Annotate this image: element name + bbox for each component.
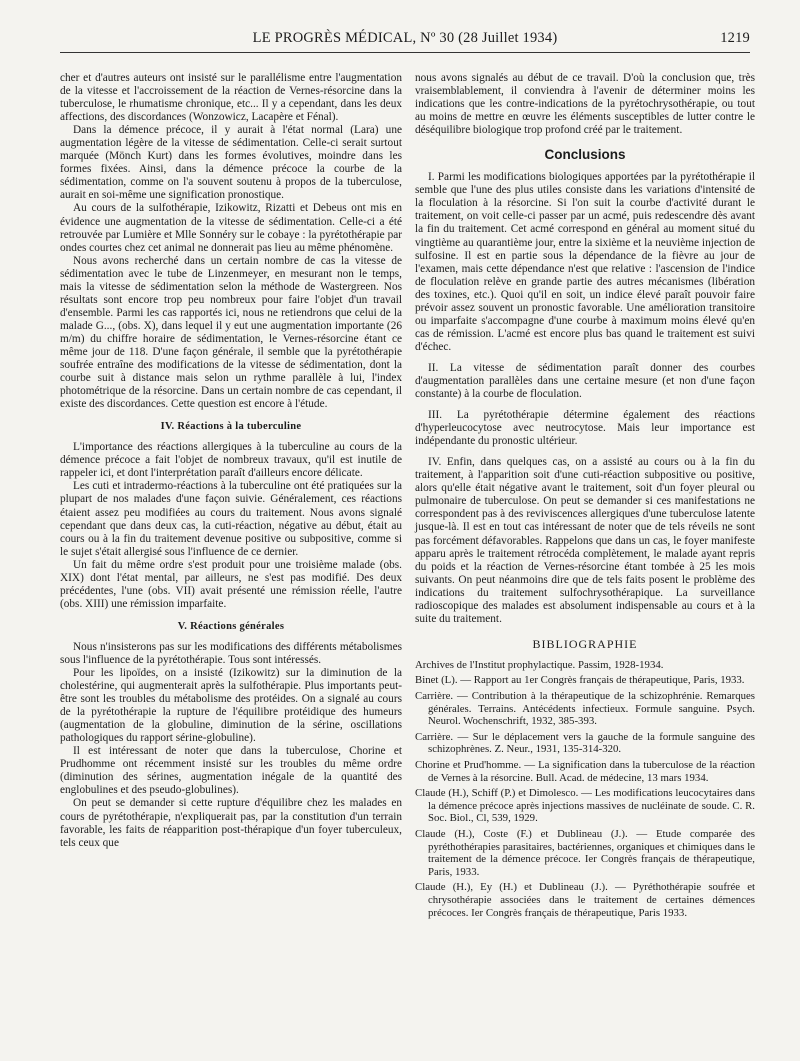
paragraph: Nous n'insisterons pas sur les modifications des différents métabolismes sous l'influence de la pyrétothérapie. Tous sont intéressés. bbox=[60, 640, 402, 666]
bibliography-heading: BIBLIOGRAPHIE bbox=[532, 636, 638, 651]
page-number: 1219 bbox=[720, 30, 750, 46]
paragraph: L'importance des réactions allergiques à la tuberculine au cours de la démence précoce a fait l'objet de nombreux travaux, qu'il est inutile de rappeler ici, et dont l'interprétation paraît d'ailleurs encore délicate. bbox=[60, 441, 402, 480]
paragraph: nous avons signalés au début de ce travail. D'où la conclusion que, très vraisemblablement, il conviendra à l'avenir de déterminer moins les indications que les contre-indications de la pyrétochrysothérapie, ou tout au moins de mettre en œuvre les éléments susceptibles de lutter contre le déséquilibre biologique trop profond créé par le traitement. bbox=[415, 72, 755, 137]
paragraph: Dans la démence précoce, il y aurait à l'état normal (Lara) une augmentation légère de la vitesse de sédimentation. Celle-ci serait surtout marquée (Mönch Kurt) dans les formes évolutives, moindre dans les formes fixées. Ainsi, dans la démence précoce la courbe de la sédimentation, comme on l'a souvent soutenu à propos de la tuberculose, aurait en soi-même une signification pronostique. bbox=[60, 124, 402, 202]
bibliography-entry: Binet (L). — Rapport au 1er Congrès français de thérapeutique, Paris, 1933. bbox=[415, 674, 745, 687]
conclusion-item: II. La vitesse de sédimentation paraît donner des courbes d'augmentation parallèles dans une certaine mesure (et non d'une façon constante) à la courbe de floculation. bbox=[415, 361, 755, 401]
bibliography-entry: Claude (H.), Schiff (P.) et Dimolesco. — Les modifications leucocytaires dans la démence précoce après injections massives de nucléinate de soude. C. R. Soc. Biol., Cl, 539, 1929. bbox=[415, 787, 755, 825]
paragraph: Nous avons recherché dans un certain nombre de cas la vitesse de sédimentation avec le tube de Linzenmeyer, en mesurant non le temps, mais la vitesse de sédimentation selon la méthode de Wastergreen. Nos résultats sont encore trop peu nombreux pour faire l'objet d'un travail d'ensemble. Parmi les cas rapportés ici, nous ne retiendrons que celui de la malade G..., (obs. X), dans lequel il y eut une augmentation importante (26 m/m) du chiffre horaire de sédimentation, le Vernes-résorcine étant ce même jour de 118. D'une façon générale, il semble que la pyrétothérapie soufrée entraîne des modifications de la vitesse de sédimentation, dont la courbe suit à distance mais selon un rythme parallèle à lui, l'index photométrique de la résorcine. Dans un certain nombre de cas cependant, il existe des discordances. Cette question est encore à l'étude. bbox=[60, 254, 402, 411]
bibliography-entry: Carrière. — Sur le déplacement vers la gauche de la formule sanguine des schizophrènes. Z. Neur., 1931, 135-314-320. bbox=[415, 730, 755, 756]
conclusions-heading: Conclusions bbox=[544, 147, 626, 163]
paragraph: Au cours de la sulfothérapie, Izikowitz, Rizatti et Debeus ont mis en évidence une augmentation de la vitesse de sédimentation. Celle-ci a été retrouvée par Lumière et Mlle Sonnéry sur le cobaye : la pyrétothérapie par ondes courtes chez cet animal ne donnerait pas lieu au même phénomène. bbox=[60, 202, 402, 254]
paragraph: Les cuti et intradermo-réactions à la tuberculine ont été pratiquées sur la plupart de nos malades d'une façon suivie. Généralement, ces réactions étaient assez peu modifiées au cours du traitement. Nous avons signalé cependant que dans deux cas, la cuti-réaction, négative au début, était au cours ou à la fin du traitement devenue positive ou subpositive, comme si le sujet s'était allergisé sous l'influence de ce dernier. bbox=[60, 480, 402, 558]
journal-title: LE PROGRÈS MÉDICAL, Nº 30 (28 Juillet 1934) bbox=[252, 30, 558, 46]
bibliography-entry: Claude (H.), Ey (H.) et Dublineau (J.). — Pyréthothérapie soufrée et chrysothérapie associées dans le traitement de certaines démences précoces. Ier Congrès français de thérapeutique, Paris 1933. bbox=[415, 881, 755, 919]
section-heading: IV. Réactions à la tuberculine bbox=[160, 421, 302, 433]
header-rule bbox=[60, 52, 750, 53]
right-column bbox=[415, 72, 755, 922]
paragraph: Il est intéressant de noter que dans la tuberculose, Chorine et Prudhomme ont récemment insisté sur les troubles du même ordre (diminution des sérines, augmentation inégale de la quantité des englobulines et des pseudo-globulines). bbox=[60, 745, 402, 797]
bibliography-entry: Carrière. — Contribution à la thérapeutique de la schizophrénie. Remarques générales. Terrains. Antécédents infectieux. Formule sanguine. Psych. Neurol. Wochenschrift, 1932, 385-393. bbox=[415, 690, 755, 728]
paragraph: cher et d'autres auteurs ont insisté sur le parallélisme entre l'augmentation de la vitesse et l'accroissement de la réaction de Vernes-résorcine dans la tuberculose, le rhumatisme chronique, etc... Il y a cependant, dans les deux affections, des discordances (Wonzowicz, Lacapère et Fénal). bbox=[60, 72, 402, 124]
bibliography-list bbox=[415, 659, 755, 919]
bibliography-entry: Claude (H.), Coste (F.) et Dublineau (J.). — Etude comparée des pyréthothérapies parasitaires, bactériennes, organiques et chimiques dans le traitement de la démence précoce. Ier Congrès français de thérapeutique, Paris, 1933. bbox=[415, 828, 755, 878]
section-heading: V. Réactions générales bbox=[177, 620, 285, 632]
bibliography-entry: Chorine et Prud'homme. — La signification dans la tuberculose de la réaction de Vernes à la résorcine. Bull. Acad. de médecine, 13 mars 1934. bbox=[415, 759, 755, 784]
conclusion-item: III. La pyrétothérapie détermine également des réactions d'hyperleucocytose avec neutrocytose. Mais leur importance est indépendante du pronostic ultérieur. bbox=[415, 409, 755, 448]
left-column bbox=[60, 72, 402, 850]
paragraph: Un fait du même ordre s'est produit pour une troisième malade (obs. XIX) dont l'état mental, par ailleurs, ne s'est pas modifié. Des deux précédentes, l'une (obs. VII) avait présenté une rémission réelle, l'autre (obs. XIII) une rémission imparfaite. bbox=[60, 558, 402, 610]
bibliography-entry: Archives de l'Institut prophylactique. Passim, 1928-1934. bbox=[415, 658, 664, 671]
paragraph: Pour les lipoïdes, on a insisté (Izikowitz) sur la diminution de la cholestérine, qui augmenterait après la sulfothérapie. Plus importants peut-être sont les troubles du métabolisme des protéides. On a signalé au cours de la pyrétothérapie la rupture de l'équilibre protéidique des humeurs (augmentation de la globuline, diminution de la sérine, oscillations pathologiques du rapport sérine-globuline). bbox=[60, 667, 402, 745]
conclusion-item: I. Parmi les modifications biologiques apportées par la pyrétothérapie il semble que l'une des plus utiles consiste dans les variations d'intensité de la floculation à la résorcine. Si l'on suit la courbe d'activité durant le traitement, on voit celle-ci passer par un acmé, puis redescendre dès avant la fin du traitement. Cet acmé correspond en général au moment situé du vingtième au quarantième jour, entre la sixième et la neuvième injection de sulfosine. Il est en partie sous la dépendance de la fièvre au jour de l'examen, mais cette dépendance n'est que relative : l'ascension de l'indice de floculation relève en grande partie des autres mécanismes (libération des toxines, etc.). Quoi qu'il en soit, un indice élevé paraît pouvoir faire prévoir assez souvent un pronostic favorable. Une amélioration transitoire ou imparfaite s'accompagne d'une courbe à maximum moins élevé qu'en cas de rémission. L'acmé est encore plus bas quand le traitement est suivi d'échec. bbox=[415, 171, 755, 353]
paragraph: On peut se demander si cette rupture d'équilibre chez les malades en cours de pyrétothérapie, n'expliquerait pas, par la constitution d'un terrain favorable, les faits de réapparition post-thérapique d'un foyer tuberculeux, tels ceux que bbox=[60, 797, 402, 849]
conclusion-item: IV. Enfin, dans quelques cas, on a assisté au cours ou à la fin du traitement, à l'apparition soit d'une cuti-réaction subpositive ou positive, alors qu'elle était négative avant le traitement, soit d'un foyer pleural ou pulmonaire de tuberculose. On peut se demander si ces manifestations ne correspondent pas à des reviviscences allergiques d'une tuberculose latente jusque-là. Il est en tout cas intéressant de noter que de tels réveils ne sont pas forcément défavorables. Rappelons que dans un cas, le foyer manifeste apparu après le traitement rétrocéda complètement, le malade ayant repris du poids et la réaction de Vernes-résorcine étant tombée à 25 les mois suivants. On peut néanmoins dire que de tels faits posent le problème des indications du traitement sulfochrysothérapique. La surveillance radioscopique des malades est absolument indispensable au cours et à la suite du traitement. bbox=[415, 456, 755, 625]
